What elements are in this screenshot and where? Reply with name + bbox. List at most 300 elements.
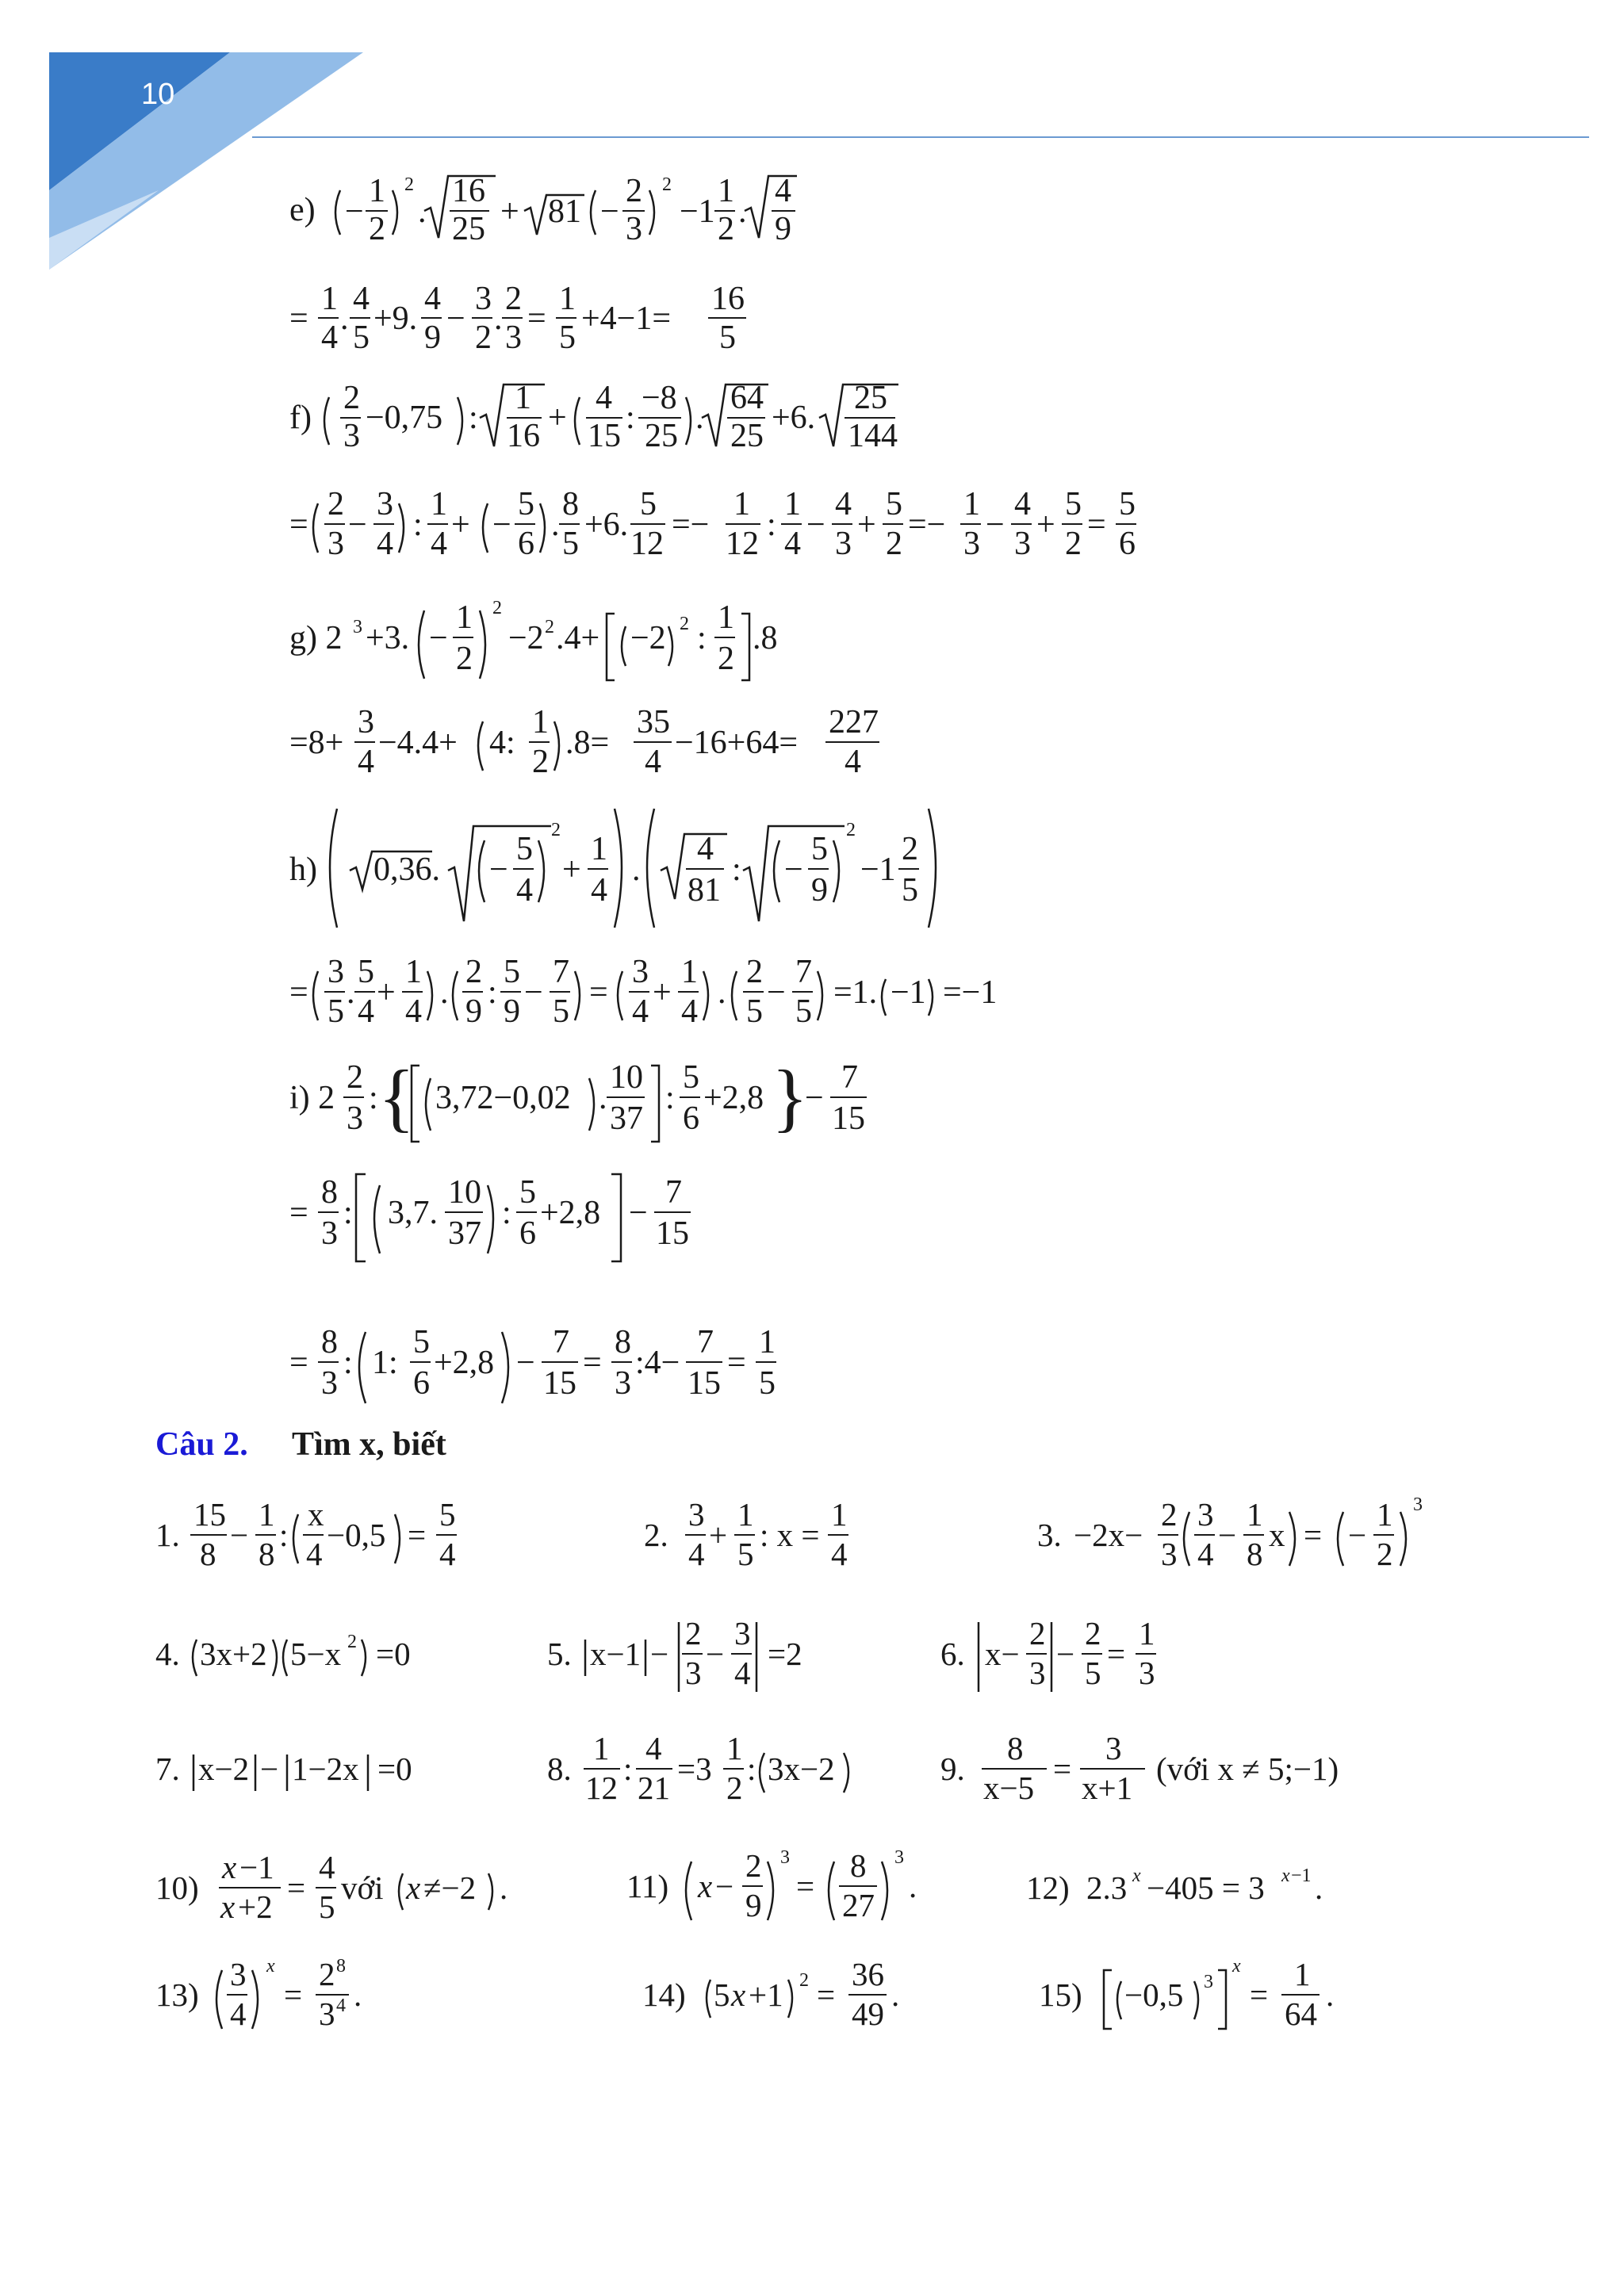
svg-text:15: 15 <box>656 1215 689 1252</box>
svg-text:4: 4 <box>645 1730 662 1766</box>
svg-text:3: 3 <box>632 954 649 990</box>
svg-text:=: = <box>1053 1751 1072 1787</box>
svg-text:3: 3 <box>347 1100 363 1137</box>
svg-text:3: 3 <box>1139 1655 1155 1691</box>
svg-text:4.: 4. <box>155 1636 180 1672</box>
svg-text:4: 4 <box>831 1536 848 1572</box>
svg-text:3: 3 <box>353 617 362 637</box>
svg-text:x−5: x−5 <box>983 1770 1035 1806</box>
svg-text:.: . <box>632 851 641 888</box>
svg-text::: : <box>665 1080 675 1116</box>
svg-text:+: + <box>857 507 876 543</box>
svg-text:=0: =0 <box>377 1751 412 1787</box>
svg-text:4: 4 <box>1014 486 1031 522</box>
svg-text:3.: 3. <box>1037 1517 1062 1553</box>
svg-text:−1: −1 <box>680 193 715 230</box>
svg-text:(với x ≠ 5;−1): (với x ≠ 5;−1) <box>1156 1751 1339 1787</box>
exercise-3 <box>1037 1487 1450 1586</box>
svg-text:9: 9 <box>745 1887 762 1923</box>
svg-text::: : <box>747 1751 756 1787</box>
svg-text:3: 3 <box>1413 1494 1423 1515</box>
svg-text:4: 4 <box>306 1536 323 1572</box>
svg-text:3x+2: 3x+2 <box>200 1636 267 1672</box>
svg-text:.8: .8 <box>753 620 778 656</box>
svg-text:=1.: =1. <box>833 974 878 1011</box>
svg-text:9.: 9. <box>940 1751 965 1787</box>
svg-text:6: 6 <box>518 526 534 562</box>
svg-text:10): 10) <box>155 1869 199 1906</box>
svg-text:2: 2 <box>746 954 763 990</box>
svg-text:5: 5 <box>746 993 763 1030</box>
exercise-2 <box>644 1490 882 1582</box>
svg-text:−2: −2 <box>630 620 666 656</box>
svg-text:4: 4 <box>632 993 649 1030</box>
svg-text:4: 4 <box>319 1849 335 1885</box>
svg-text:.: . <box>340 300 349 337</box>
svg-text:2: 2 <box>1085 1615 1101 1651</box>
svg-text:−: − <box>446 300 465 337</box>
svg-text:2: 2 <box>1029 1615 1046 1651</box>
svg-text:+: + <box>562 851 581 888</box>
svg-text:=: = <box>527 300 546 337</box>
svg-text:−: − <box>230 1517 249 1553</box>
svg-text:3: 3 <box>230 1956 247 1992</box>
svg-text::: : <box>279 1517 289 1553</box>
svg-text:4: 4 <box>405 993 422 1030</box>
solution-i-problem <box>289 1047 924 1150</box>
exercise-10 <box>155 1843 568 1934</box>
svg-text:2: 2 <box>347 1059 363 1096</box>
svg-text:2: 2 <box>551 820 561 840</box>
solution-f-problem <box>289 369 940 468</box>
svg-text:−: − <box>629 1195 648 1231</box>
svg-text:8: 8 <box>336 1956 346 1976</box>
svg-text:5: 5 <box>1085 1655 1101 1691</box>
svg-text:.: . <box>909 1868 917 1904</box>
svg-text:.: . <box>354 1976 362 2013</box>
exercise-9 <box>940 1724 1385 1816</box>
svg-text:=3: =3 <box>677 1751 712 1787</box>
solution-i-step <box>289 1161 797 1265</box>
svg-text:−: − <box>492 507 511 543</box>
exercise-6 <box>940 1609 1194 1701</box>
svg-text:1: 1 <box>369 173 385 209</box>
svg-text:16: 16 <box>507 418 540 454</box>
svg-text:−0,75: −0,75 <box>366 400 443 436</box>
svg-text:4: 4 <box>336 1996 346 2016</box>
svg-text:−: − <box>715 1868 734 1904</box>
svg-text:−: − <box>784 851 803 888</box>
svg-text:.: . <box>599 1080 607 1116</box>
svg-text:3: 3 <box>1014 526 1031 562</box>
svg-text:2: 2 <box>726 1770 743 1806</box>
svg-text:≠−2: ≠−2 <box>423 1869 477 1906</box>
svg-text:−8: −8 <box>642 380 677 416</box>
svg-text:1: 1 <box>515 380 531 416</box>
svg-text:16: 16 <box>711 281 745 317</box>
svg-text:.: . <box>494 300 503 337</box>
svg-text:−: − <box>1056 1636 1075 1672</box>
svg-text:12: 12 <box>630 526 664 562</box>
svg-text:3: 3 <box>1105 1730 1122 1766</box>
svg-text:+2,8: +2,8 <box>540 1195 601 1231</box>
svg-text:8: 8 <box>1247 1536 1263 1572</box>
svg-text:x−1: x−1 <box>590 1636 642 1672</box>
solution-e-answer <box>289 274 845 361</box>
svg-text:x: x <box>698 1868 713 1904</box>
solution-g-problem <box>289 587 860 686</box>
svg-text:−0,5: −0,5 <box>1124 1976 1184 2013</box>
svg-text:−1: −1 <box>860 851 896 888</box>
svg-text:15: 15 <box>193 1496 226 1533</box>
svg-text:4: 4 <box>591 872 607 909</box>
svg-text:3: 3 <box>475 281 492 317</box>
svg-text::: : <box>413 507 423 543</box>
svg-text:3: 3 <box>327 954 344 990</box>
svg-text:1: 1 <box>405 954 422 990</box>
svg-text:2: 2 <box>846 820 856 840</box>
solution-g-answer <box>289 698 892 789</box>
svg-text:=: = <box>583 1345 602 1381</box>
svg-text:3: 3 <box>835 526 852 562</box>
svg-text:2: 2 <box>902 831 918 867</box>
svg-text:2.3: 2.3 <box>1086 1869 1128 1906</box>
svg-text:=2: =2 <box>768 1636 802 1672</box>
svg-text:7: 7 <box>795 954 812 990</box>
svg-text:=: = <box>1250 1976 1269 2013</box>
svg-text:7: 7 <box>553 1324 569 1360</box>
svg-text:6: 6 <box>1119 526 1136 562</box>
svg-text:−: − <box>516 1345 535 1381</box>
svg-text:8: 8 <box>562 486 579 522</box>
svg-text:25: 25 <box>854 380 887 416</box>
svg-text:−: − <box>345 193 364 230</box>
svg-text:2: 2 <box>404 174 414 195</box>
svg-text:−: − <box>650 1636 669 1672</box>
svg-text:x: x <box>308 1496 324 1533</box>
svg-text:+6.: +6. <box>584 507 629 543</box>
svg-text:3: 3 <box>321 1215 338 1252</box>
svg-text:64: 64 <box>1285 1996 1317 2032</box>
svg-text:16: 16 <box>452 173 485 209</box>
svg-text:−16+64=: −16+64= <box>675 725 799 761</box>
svg-text:1: 1 <box>321 281 338 317</box>
svg-text:+2: +2 <box>238 1888 273 1925</box>
svg-text:−: − <box>429 620 448 656</box>
svg-text:7: 7 <box>841 1059 858 1096</box>
svg-text:4: 4 <box>734 1655 751 1691</box>
svg-text::: : <box>369 1080 378 1116</box>
svg-text:h): h) <box>289 851 317 888</box>
svg-text:10: 10 <box>610 1059 643 1096</box>
svg-text:3: 3 <box>358 704 374 740</box>
svg-text:−1: −1 <box>239 1849 274 1885</box>
svg-text:x: x <box>731 1976 746 2013</box>
svg-text:1: 1 <box>733 486 750 522</box>
svg-text:4: 4 <box>1197 1536 1214 1572</box>
svg-text:2: 2 <box>327 486 344 522</box>
exercise-14 <box>642 1946 928 2045</box>
exercise-12 <box>1026 1843 1359 1934</box>
svg-text:+4−1=: +4−1= <box>581 300 672 337</box>
svg-text:4: 4 <box>681 993 698 1030</box>
svg-text:5: 5 <box>811 831 828 867</box>
svg-text:227: 227 <box>829 704 879 740</box>
svg-text:4: 4 <box>775 173 791 209</box>
svg-text:1: 1 <box>963 486 980 522</box>
svg-text:6: 6 <box>413 1365 430 1402</box>
svg-text:3: 3 <box>377 486 393 522</box>
svg-text:3: 3 <box>505 320 522 356</box>
svg-text:=: = <box>289 1345 308 1381</box>
svg-text:=: = <box>1304 1517 1323 1553</box>
svg-text:.: . <box>440 974 449 1011</box>
svg-text:1: 1 <box>737 1496 754 1533</box>
svg-text:.: . <box>695 400 704 436</box>
svg-text:.: . <box>500 1869 508 1906</box>
exercise-7 <box>155 1724 504 1816</box>
svg-text:=: = <box>727 1345 746 1381</box>
svg-text:8: 8 <box>200 1536 216 1572</box>
svg-text:4: 4 <box>845 744 861 780</box>
svg-text:3: 3 <box>894 1847 904 1868</box>
svg-text:15: 15 <box>543 1365 576 1402</box>
svg-text:1: 1 <box>532 704 549 740</box>
svg-text:{: { <box>378 1054 416 1139</box>
svg-text:2: 2 <box>456 641 473 677</box>
svg-text:+: + <box>377 974 396 1011</box>
svg-text:+: + <box>1036 507 1055 543</box>
svg-text:3: 3 <box>1197 1496 1214 1533</box>
svg-text:4: 4 <box>230 1996 247 2032</box>
svg-text:: x =: : x = <box>760 1517 820 1553</box>
svg-text:+: + <box>451 507 470 543</box>
svg-text:+1: +1 <box>749 1976 783 2013</box>
svg-text:−: − <box>1348 1517 1367 1553</box>
svg-text:.: . <box>738 193 747 230</box>
exercise-11 <box>626 1838 959 1937</box>
solution-f-answer <box>289 480 1193 571</box>
svg-text:144: 144 <box>848 418 898 454</box>
svg-text:3,72−0,02: 3,72−0,02 <box>435 1080 571 1116</box>
svg-text:5: 5 <box>516 831 533 867</box>
question-label: Câu 2. <box>155 1426 248 1463</box>
svg-text:3: 3 <box>343 418 360 454</box>
svg-text:5: 5 <box>1119 486 1136 522</box>
svg-text:12: 12 <box>585 1770 618 1806</box>
svg-text:5: 5 <box>640 486 657 522</box>
svg-text:=: = <box>796 1868 815 1904</box>
svg-text:1−2x: 1−2x <box>292 1751 359 1787</box>
svg-text:4: 4 <box>439 1536 456 1572</box>
svg-text:x: x <box>266 1956 275 1976</box>
svg-text:5: 5 <box>327 993 344 1030</box>
svg-text:7: 7 <box>665 1174 682 1211</box>
svg-text:1: 1 <box>559 281 576 317</box>
svg-text:4:: 4: <box>489 725 515 761</box>
svg-text:37: 37 <box>610 1100 643 1137</box>
svg-text:2: 2 <box>718 641 734 677</box>
svg-text:3,7.: 3,7. <box>388 1195 438 1231</box>
svg-text:3: 3 <box>1204 1972 1213 1992</box>
svg-text:3: 3 <box>734 1615 751 1651</box>
svg-text:9: 9 <box>811 872 828 909</box>
svg-text:−2: −2 <box>508 620 544 656</box>
svg-text:4: 4 <box>784 526 801 562</box>
svg-text:}: } <box>772 1054 809 1139</box>
svg-text:13): 13) <box>155 1976 199 2013</box>
svg-text:.8=: .8= <box>565 725 610 761</box>
svg-text:−: − <box>348 507 367 543</box>
svg-text:2: 2 <box>680 614 689 634</box>
svg-text:2: 2 <box>626 173 642 209</box>
svg-text:1: 1 <box>681 954 698 990</box>
svg-text:−405 = 3: −405 = 3 <box>1147 1869 1265 1906</box>
svg-text:=: = <box>817 1976 836 2013</box>
svg-text:1: 1 <box>831 1496 848 1533</box>
svg-text:1: 1 <box>593 1730 610 1766</box>
svg-text:g) 2: g) 2 <box>289 620 343 656</box>
svg-text:4: 4 <box>358 744 374 780</box>
svg-text:=: = <box>289 507 308 543</box>
svg-text:10: 10 <box>448 1174 481 1211</box>
exercise-4 <box>155 1609 488 1701</box>
svg-text:2: 2 <box>369 211 385 247</box>
svg-text:5: 5 <box>737 1536 754 1572</box>
svg-text:+: + <box>653 974 672 1011</box>
svg-text:x+1: x+1 <box>1082 1770 1133 1806</box>
svg-text:8: 8 <box>321 1174 338 1211</box>
svg-text:1: 1 <box>759 1324 776 1360</box>
exercise-1 <box>155 1490 504 1582</box>
svg-text:15: 15 <box>588 418 621 454</box>
svg-text:x: x <box>406 1869 421 1906</box>
svg-text:25: 25 <box>645 418 678 454</box>
svg-text:x: x <box>1269 1517 1285 1553</box>
svg-text:3: 3 <box>319 1996 335 2032</box>
svg-text:x: x <box>220 1888 236 1925</box>
svg-text:4: 4 <box>353 281 370 317</box>
svg-text:=−: =− <box>672 507 710 543</box>
svg-text:x: x <box>1132 1866 1141 1886</box>
svg-text:3: 3 <box>780 1847 790 1868</box>
svg-text:=: = <box>284 1976 303 2013</box>
svg-text:4: 4 <box>688 1536 705 1572</box>
svg-text:2: 2 <box>1377 1536 1393 1572</box>
svg-text::: : <box>343 1195 353 1231</box>
svg-text:2: 2 <box>662 174 672 195</box>
svg-text:1: 1 <box>1377 1496 1393 1533</box>
svg-text:2: 2 <box>347 1632 357 1652</box>
svg-text:−: − <box>805 1080 824 1116</box>
svg-text:+: + <box>500 193 519 230</box>
svg-text:−: − <box>600 193 619 230</box>
svg-text:15: 15 <box>688 1365 721 1402</box>
svg-text:5: 5 <box>714 1976 730 2013</box>
svg-text:2: 2 <box>319 1956 335 1992</box>
svg-text:4: 4 <box>697 831 714 867</box>
svg-text:81: 81 <box>548 193 581 230</box>
svg-text:25: 25 <box>730 418 764 454</box>
svg-text:1: 1 <box>259 1496 275 1533</box>
svg-text:−: − <box>986 507 1005 543</box>
svg-text:−1: −1 <box>891 974 926 1011</box>
svg-text:−2x−: −2x− <box>1074 1517 1143 1553</box>
svg-text::: : <box>697 620 707 656</box>
svg-text:2: 2 <box>465 954 482 990</box>
svg-text:1: 1 <box>456 599 473 636</box>
svg-text:5: 5 <box>559 320 576 356</box>
svg-text:−: − <box>524 974 543 1011</box>
svg-text::: : <box>343 1345 353 1381</box>
svg-text:2: 2 <box>545 617 554 637</box>
svg-text:=: = <box>289 300 308 337</box>
svg-text:5: 5 <box>1065 486 1082 522</box>
svg-text:−1: −1 <box>1291 1866 1312 1886</box>
svg-text:x: x <box>222 1849 237 1885</box>
svg-text:9: 9 <box>504 993 520 1030</box>
svg-text::: : <box>488 974 497 1011</box>
svg-text:12: 12 <box>726 526 759 562</box>
svg-text:49: 49 <box>852 1996 884 2032</box>
solution-i-answer <box>289 1316 860 1411</box>
svg-text:27: 27 <box>842 1887 875 1923</box>
svg-text:4: 4 <box>431 526 447 562</box>
solution-h-problem <box>289 801 1019 936</box>
svg-text:5: 5 <box>886 486 902 522</box>
svg-text:.: . <box>1315 1869 1323 1906</box>
svg-text:3: 3 <box>1029 1655 1046 1691</box>
svg-text:5: 5 <box>562 526 579 562</box>
svg-text:5: 5 <box>413 1324 430 1360</box>
svg-text:6: 6 <box>683 1100 699 1137</box>
svg-text:5: 5 <box>795 993 812 1030</box>
svg-text:2: 2 <box>475 320 492 356</box>
svg-text:5: 5 <box>518 486 534 522</box>
svg-text:3: 3 <box>1161 1536 1178 1572</box>
svg-text:−: − <box>260 1751 279 1787</box>
svg-text:2: 2 <box>505 281 522 317</box>
svg-text:=: = <box>287 1869 306 1906</box>
svg-text:=−1: =−1 <box>943 974 998 1011</box>
svg-text:.: . <box>718 974 726 1011</box>
svg-text:37: 37 <box>448 1215 481 1252</box>
svg-text:2.: 2. <box>644 1517 668 1553</box>
svg-text:4: 4 <box>516 872 533 909</box>
svg-text:.: . <box>347 974 355 1011</box>
svg-text:5: 5 <box>353 320 370 356</box>
svg-text:9: 9 <box>775 211 791 247</box>
svg-text:.: . <box>891 1976 900 2013</box>
svg-text:8: 8 <box>259 1536 275 1572</box>
svg-text:2: 2 <box>745 1847 762 1884</box>
svg-text:5−x: 5−x <box>290 1636 342 1672</box>
header-divider <box>252 136 1589 138</box>
svg-text:1.: 1. <box>155 1517 180 1553</box>
svg-text:5: 5 <box>439 1496 456 1533</box>
svg-text:3: 3 <box>685 1655 702 1691</box>
svg-text:15: 15 <box>832 1100 865 1137</box>
svg-text:−4.4+: −4.4+ <box>378 725 458 761</box>
svg-text:.4+: .4+ <box>556 620 600 656</box>
svg-text:0,36.: 0,36. <box>373 851 440 888</box>
svg-text:i) 2: i) 2 <box>289 1080 335 1116</box>
svg-text:=0: =0 <box>376 1636 411 1672</box>
svg-text:15): 15) <box>1039 1976 1082 2013</box>
svg-text:2: 2 <box>492 598 502 618</box>
svg-text:35: 35 <box>637 704 670 740</box>
svg-text:7: 7 <box>697 1324 714 1360</box>
